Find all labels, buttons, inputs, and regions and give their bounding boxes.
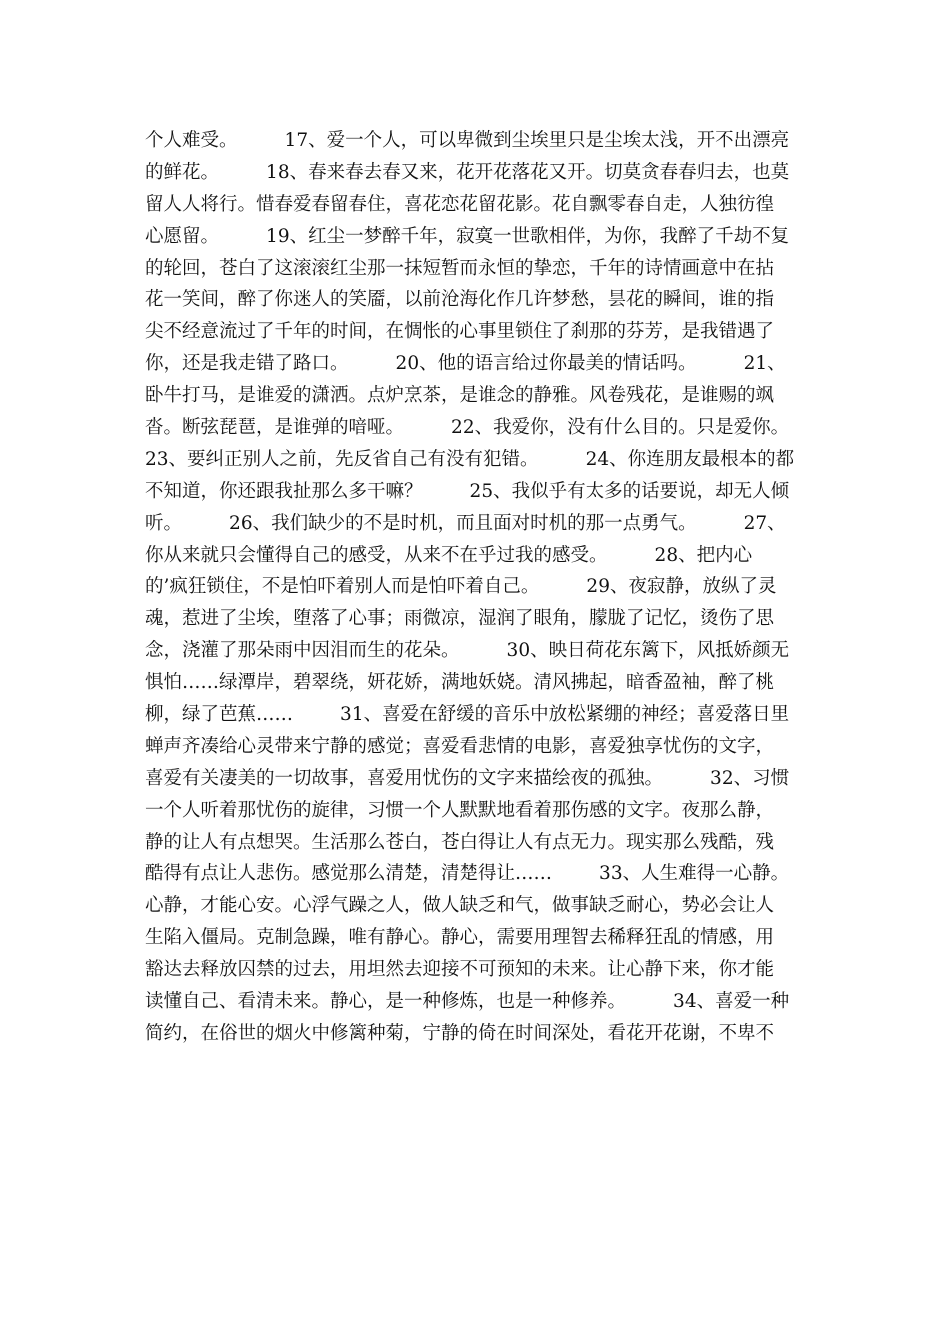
- body-text: [145, 125, 815, 1050]
- text-line: 心静，才能心安。心浮气躁之人，做人缺乏和气，做事缺乏耐心，势必会让人: [145, 895, 775, 917]
- text-line: 柳，绿了芭蕉…… 31、喜爱在舒缓的音乐中放松紧绷的神经；喜爱落日里: [145, 704, 790, 726]
- text-line: 的鲜花。 18、春来春去春又来，花开花落花又开。切莫贪春春归去，也莫: [145, 161, 790, 183]
- text-line: 惧怕……绿潭岸，碧翠绕，妍花娇，满地妖娆。清风拂起，暗香盈袖，醉了桃: [145, 672, 775, 694]
- text-line: 花一笑间，醉了你迷人的笑靥，以前沧海化作几许梦愁，昙花的瞬间，谁的指: [145, 289, 775, 311]
- text-line: 读懂自己、看清未来。静心，是一种修炼，也是一种修养。 34、喜爱一种: [145, 991, 790, 1013]
- text-line: 生陷入僵局。克制急躁，唯有静心。静心，需要用理智去稀释狂乱的情感，用: [145, 927, 775, 949]
- text-line: 一个人听着那忧伤的旋律，习惯一个人默默地看着那伤感的文字。夜那么静，: [145, 799, 775, 821]
- text-line: 静的让人有点想哭。生活那么苍白，苍白得让人有点无力。现实那么残酷，残: [145, 831, 775, 853]
- text-line: 个人难受。 17、爱一个人，可以卑微到尘埃里只是尘埃太浅，开不出漂亮: [145, 130, 790, 151]
- text-line: 卧牛打马，是谁爱的潇洒。点炉烹茶，是谁念的静雅。风卷残花，是谁赐的飒: [145, 385, 775, 407]
- text-line: 豁达去释放囚禁的过去，用坦然去迎接不可预知的未来。让心静下来，你才能: [145, 959, 775, 981]
- text-line: 的’疯狂锁住，不是怕吓着别人而是怕吓着自己。 29、夜寂静，放纵了灵: [145, 576, 777, 598]
- text-line: 的轮回，苍白了这滚滚红尘那一抹短暂而永恒的挚恋，千年的诗情画意中在拈: [145, 257, 775, 279]
- text-line: 酷得有点让人悲伤。感觉那么清楚，清楚得让…… 33、人生难得一心静。: [145, 863, 790, 885]
- text-line: 你从来就只会懂得自己的感受，从来不在乎过我的感受。 28、把内心: [145, 544, 753, 566]
- text-line: 念，浇灌了那朵雨中因泪而生的花朵。 30、映日荷花东篱下，风抵娇颜无: [145, 640, 790, 662]
- text-line: 喜爱有关凄美的一切故事，喜爱用忧伤的文字来描绘夜的孤独。 32、习惯: [145, 767, 790, 789]
- text-line: 不知道，你还跟我扯那么多干嘛？ 25、我似乎有太多的话要说，却无人倾: [145, 480, 790, 502]
- text-line: 留人人将行。惜春爱春留春住，喜花恋花留花影。花自飘零春自走，人独彷徨: [145, 193, 775, 215]
- text-line: 魂，惹进了尘埃，堕落了心事；雨微凉，湿润了眼角，朦胧了记忆，烫伤了思: [145, 608, 775, 630]
- text-line: 你，还是我走错了路口。 20、他的语言给过你最美的情话吗。 21、: [145, 353, 786, 375]
- text-line: 心愿留。 19、红尘一梦醉千年，寂寞一世歌相伴，为你，我醉了千劫不复: [145, 225, 790, 247]
- text-line: 简约，在俗世的烟火中修篱种菊，宁静的倚在时间深处，看花开花谢，不卑不: [145, 1022, 775, 1044]
- text-line: 听。 26、我们缺少的不是时机，而且面对时机的那一点勇气。 27、: [145, 512, 786, 534]
- text-line: 尖不经意流过了千年的时间，在惆怅的心事里锁住了刹那的芬芳，是我错遇了: [145, 321, 775, 343]
- text-line: 沓。断弦琵琶，是谁弹的喑哑。 22、我爱你，没有什么目的。只是爱你。: [145, 417, 790, 439]
- text-line: 23、要纠正别人之前，先反省自己有没有犯错。 24、你连朋友最根本的都: [145, 448, 795, 470]
- text-line: 蝉声齐凑给心灵带来宁静的感觉；喜爱看悲情的电影，喜爱独享忧伤的文字，: [145, 735, 775, 757]
